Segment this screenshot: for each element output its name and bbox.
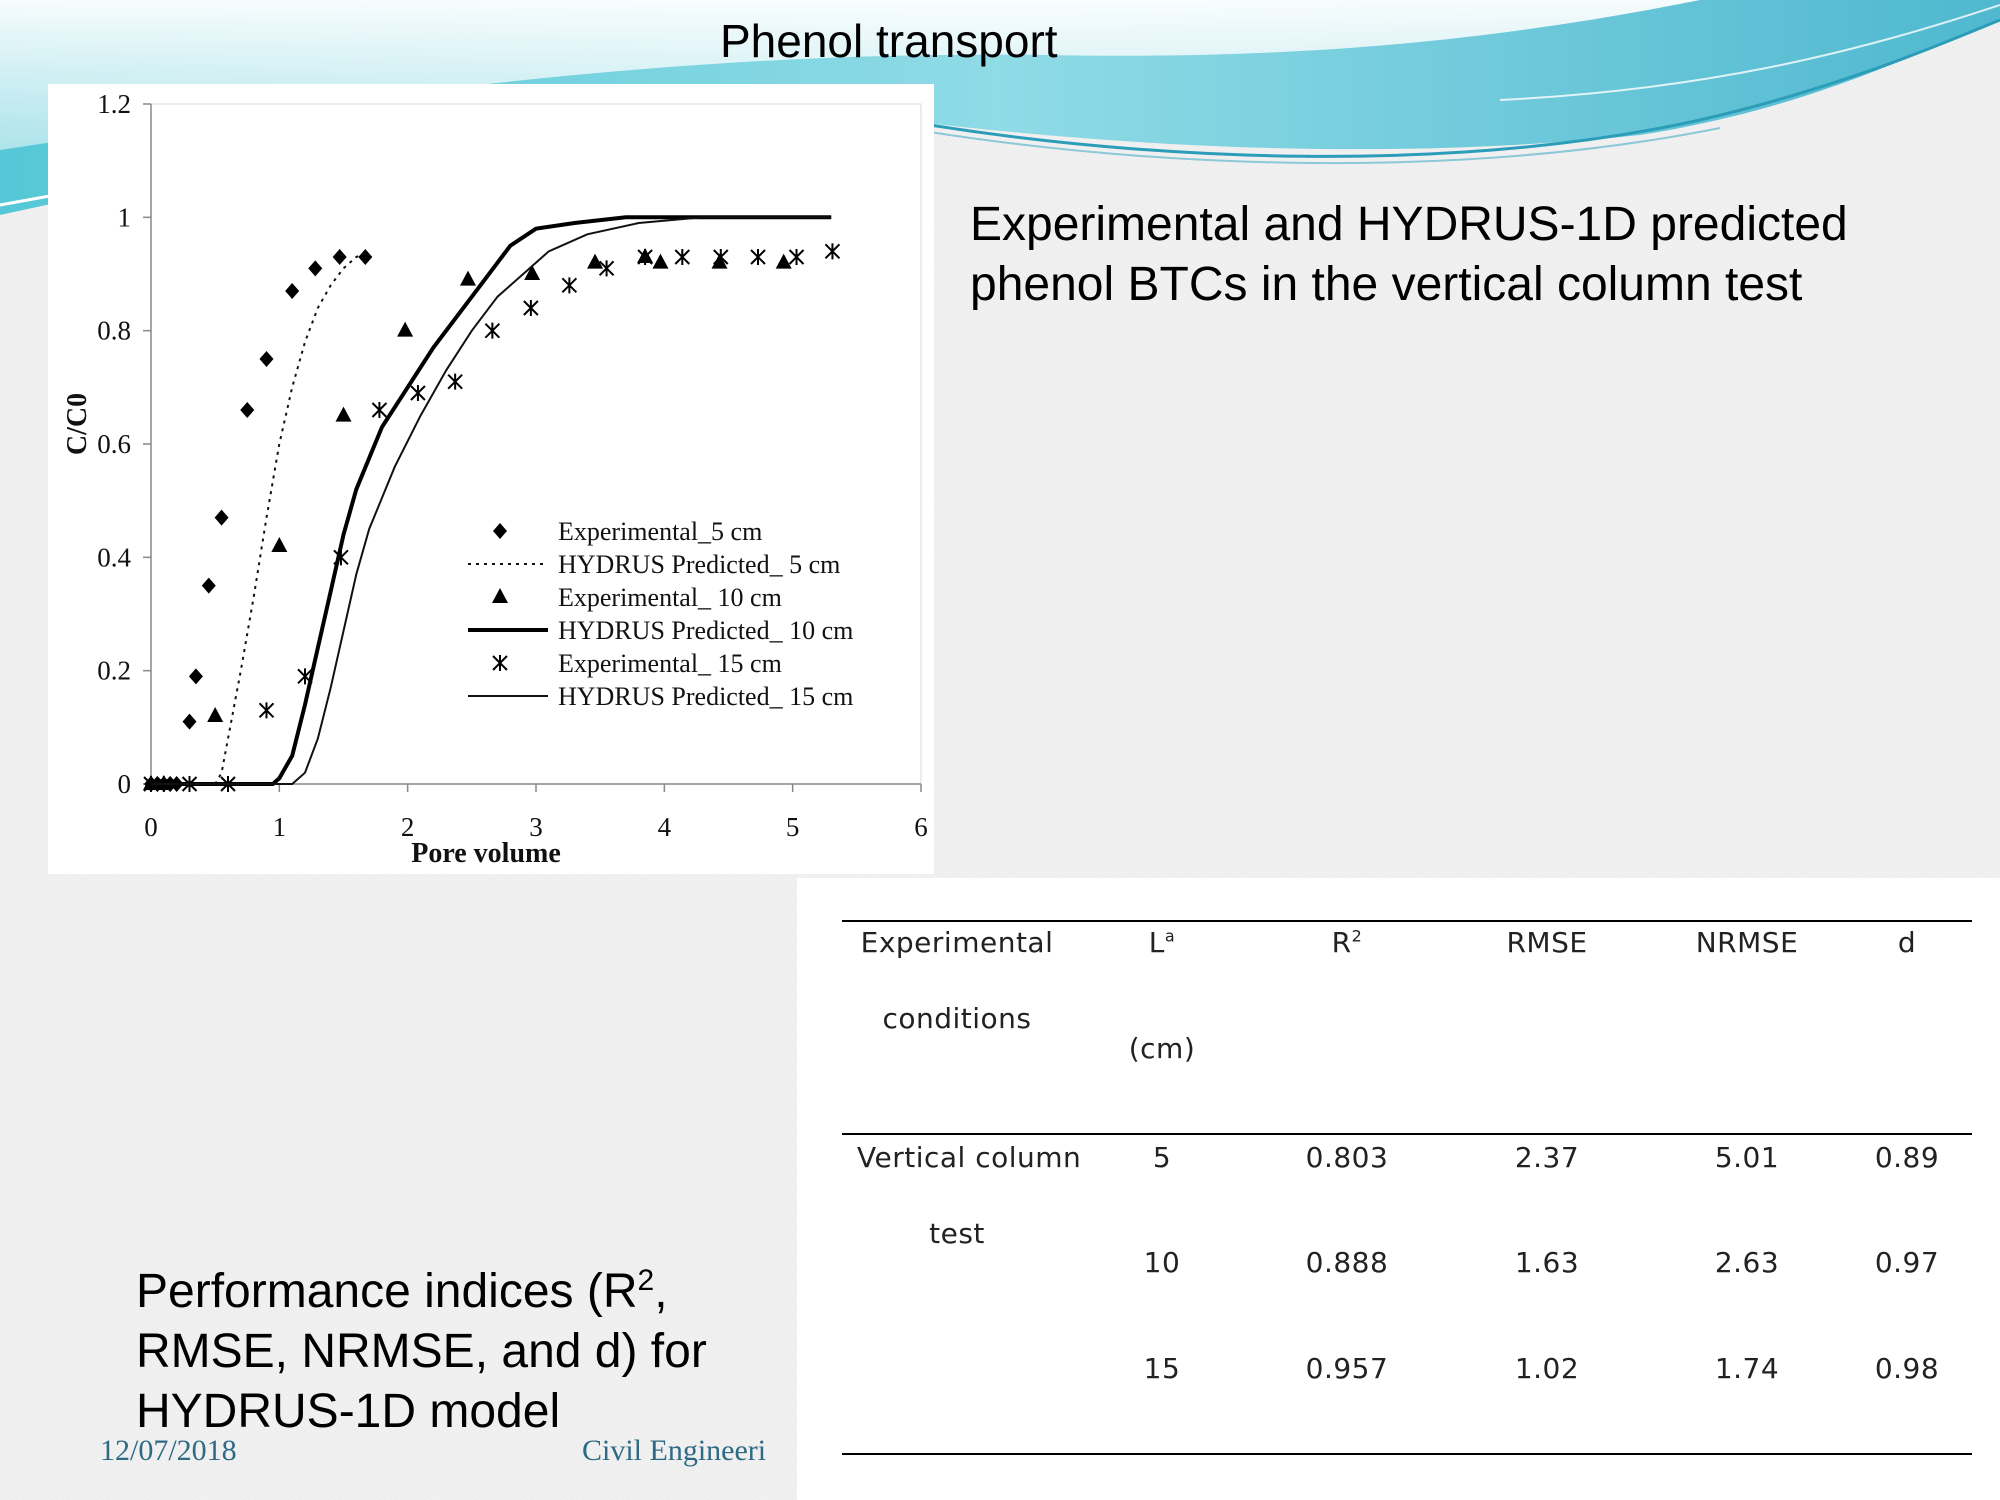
series-3-point bbox=[776, 254, 792, 269]
y-axis-title: C/C0 bbox=[62, 392, 93, 456]
series-5-point bbox=[562, 277, 576, 293]
legend-marker-swatch bbox=[493, 523, 507, 539]
y-tick-label: 1 bbox=[117, 202, 131, 233]
series-1-point bbox=[260, 351, 274, 367]
row3-rmse: 1.02 bbox=[1514, 1352, 1580, 1385]
row2-d: 0.97 bbox=[1874, 1246, 1940, 1279]
row3-r2: 0.957 bbox=[1305, 1352, 1389, 1385]
series-5-point bbox=[790, 249, 804, 265]
series-5-point bbox=[825, 243, 839, 259]
legend-label: Experimental_5 cm bbox=[558, 517, 763, 546]
series-5-point bbox=[411, 385, 425, 401]
condition-cell: Vertical column bbox=[857, 1141, 1082, 1174]
series-1-point bbox=[189, 668, 203, 684]
btc-chart bbox=[48, 84, 934, 874]
row1-r2: 0.803 bbox=[1305, 1141, 1389, 1174]
x-tick-label: 3 bbox=[529, 812, 543, 842]
y-tick-label: 0.2 bbox=[97, 655, 131, 686]
row3-d: 0.98 bbox=[1874, 1352, 1940, 1385]
btc-chart-panel bbox=[48, 84, 934, 874]
chart-description: Experimental and HYDRUS-1D predicted phenol BTCs in the vertical column test bbox=[970, 198, 1848, 311]
header-length-sup: a bbox=[1164, 926, 1176, 946]
legend-label: HYDRUS Predicted_ 10 cm bbox=[558, 616, 854, 645]
series-1-point bbox=[240, 402, 254, 418]
x-tick-label: 2 bbox=[400, 812, 415, 842]
row3-nrmse: 1.74 bbox=[1714, 1352, 1780, 1385]
x-tick-label: 1 bbox=[272, 812, 287, 842]
series-1-point bbox=[308, 260, 322, 276]
header-r2-label: R bbox=[1331, 926, 1352, 959]
header-nrmse: NRMSE bbox=[1695, 926, 1799, 959]
series-5-point bbox=[372, 402, 386, 418]
performance-caption bbox=[136, 1262, 776, 1442]
performance-caption-sup: 2 bbox=[637, 1264, 655, 1297]
x-tick-label: 4 bbox=[657, 812, 672, 842]
series-1-point bbox=[285, 283, 299, 299]
series-3-point bbox=[397, 322, 413, 337]
footer-date: 12/07/2018 bbox=[100, 1434, 237, 1467]
y-tick-label: 0.6 bbox=[97, 429, 131, 459]
legend-label: HYDRUS Predicted_ 5 cm bbox=[558, 550, 841, 579]
series-5-point bbox=[524, 300, 538, 316]
condition-cell-line2: test bbox=[929, 1217, 985, 1250]
y-tick-label: 1.2 bbox=[97, 89, 131, 119]
legend-label: HYDRUS Predicted_ 15 cm bbox=[558, 682, 854, 711]
series-1-point bbox=[202, 578, 216, 594]
row1-nrmse: 5.01 bbox=[1714, 1141, 1780, 1174]
row1-d: 0.89 bbox=[1874, 1141, 1940, 1174]
performance-table bbox=[797, 878, 2000, 1500]
series-3-point bbox=[207, 707, 223, 722]
legend-label: Experimental_ 15 cm bbox=[558, 649, 782, 678]
series-5-point bbox=[334, 549, 348, 565]
series-5-point bbox=[675, 249, 689, 265]
legend-label: Experimental_ 10 cm bbox=[558, 583, 782, 612]
series-5-point bbox=[260, 702, 274, 718]
series-3-point bbox=[271, 537, 287, 552]
performance-caption-post: , RMSE, NRMSE, and d) for HYDRUS-1D model bbox=[136, 1265, 707, 1438]
series-5-point bbox=[448, 374, 462, 390]
series-5-point bbox=[485, 323, 499, 339]
header-r2 bbox=[1297, 926, 1397, 959]
row1-length: 5 bbox=[1152, 1141, 1172, 1174]
header-d: d bbox=[1897, 926, 1917, 959]
header-conditions: Experimental bbox=[860, 926, 1054, 959]
header-conditions-line2: conditions bbox=[882, 1002, 1032, 1035]
table-header-rule bbox=[842, 1133, 1972, 1135]
table-top-rule bbox=[842, 920, 1972, 922]
row2-rmse: 1.63 bbox=[1514, 1246, 1580, 1279]
series-5-point bbox=[638, 249, 652, 265]
slide-title: Phenol transport bbox=[720, 15, 1058, 67]
footer-department: Civil Engineeri bbox=[582, 1434, 767, 1467]
series-1-point bbox=[358, 249, 372, 265]
performance-caption-pre: Performance indices (R bbox=[136, 1265, 638, 1318]
header-length-label: L bbox=[1148, 926, 1165, 959]
series-1-point bbox=[183, 714, 197, 730]
y-tick-label: 0.8 bbox=[97, 315, 131, 346]
header-r2-sup: 2 bbox=[1351, 926, 1363, 946]
x-axis-title: Pore volume bbox=[411, 838, 561, 869]
table-bottom-rule bbox=[842, 1453, 1972, 1455]
y-tick-label: 0.4 bbox=[97, 542, 131, 573]
y-tick-label: 0 bbox=[117, 769, 131, 799]
x-tick-label: 6 bbox=[914, 812, 928, 842]
header-length bbox=[1107, 926, 1217, 959]
row3-length: 15 bbox=[1143, 1352, 1181, 1385]
series-1-point bbox=[333, 249, 347, 265]
legend-marker-swatch bbox=[493, 655, 507, 671]
row2-length: 10 bbox=[1143, 1246, 1181, 1279]
legend-marker-swatch bbox=[492, 588, 508, 603]
series-1-point bbox=[215, 510, 229, 526]
series-3-point bbox=[460, 271, 476, 286]
series-3-point bbox=[336, 407, 352, 422]
x-tick-label: 0 bbox=[144, 812, 158, 842]
series-3-point bbox=[652, 254, 668, 269]
series-5-point bbox=[751, 249, 765, 265]
x-tick-label: 5 bbox=[785, 812, 800, 842]
row2-nrmse: 2.63 bbox=[1714, 1246, 1780, 1279]
series-5-point bbox=[714, 249, 728, 265]
row2-r2: 0.888 bbox=[1305, 1246, 1389, 1279]
row1-rmse: 2.37 bbox=[1514, 1141, 1580, 1174]
header-rmse: RMSE bbox=[1506, 926, 1588, 959]
header-length-unit: (cm) bbox=[1128, 1032, 1196, 1065]
